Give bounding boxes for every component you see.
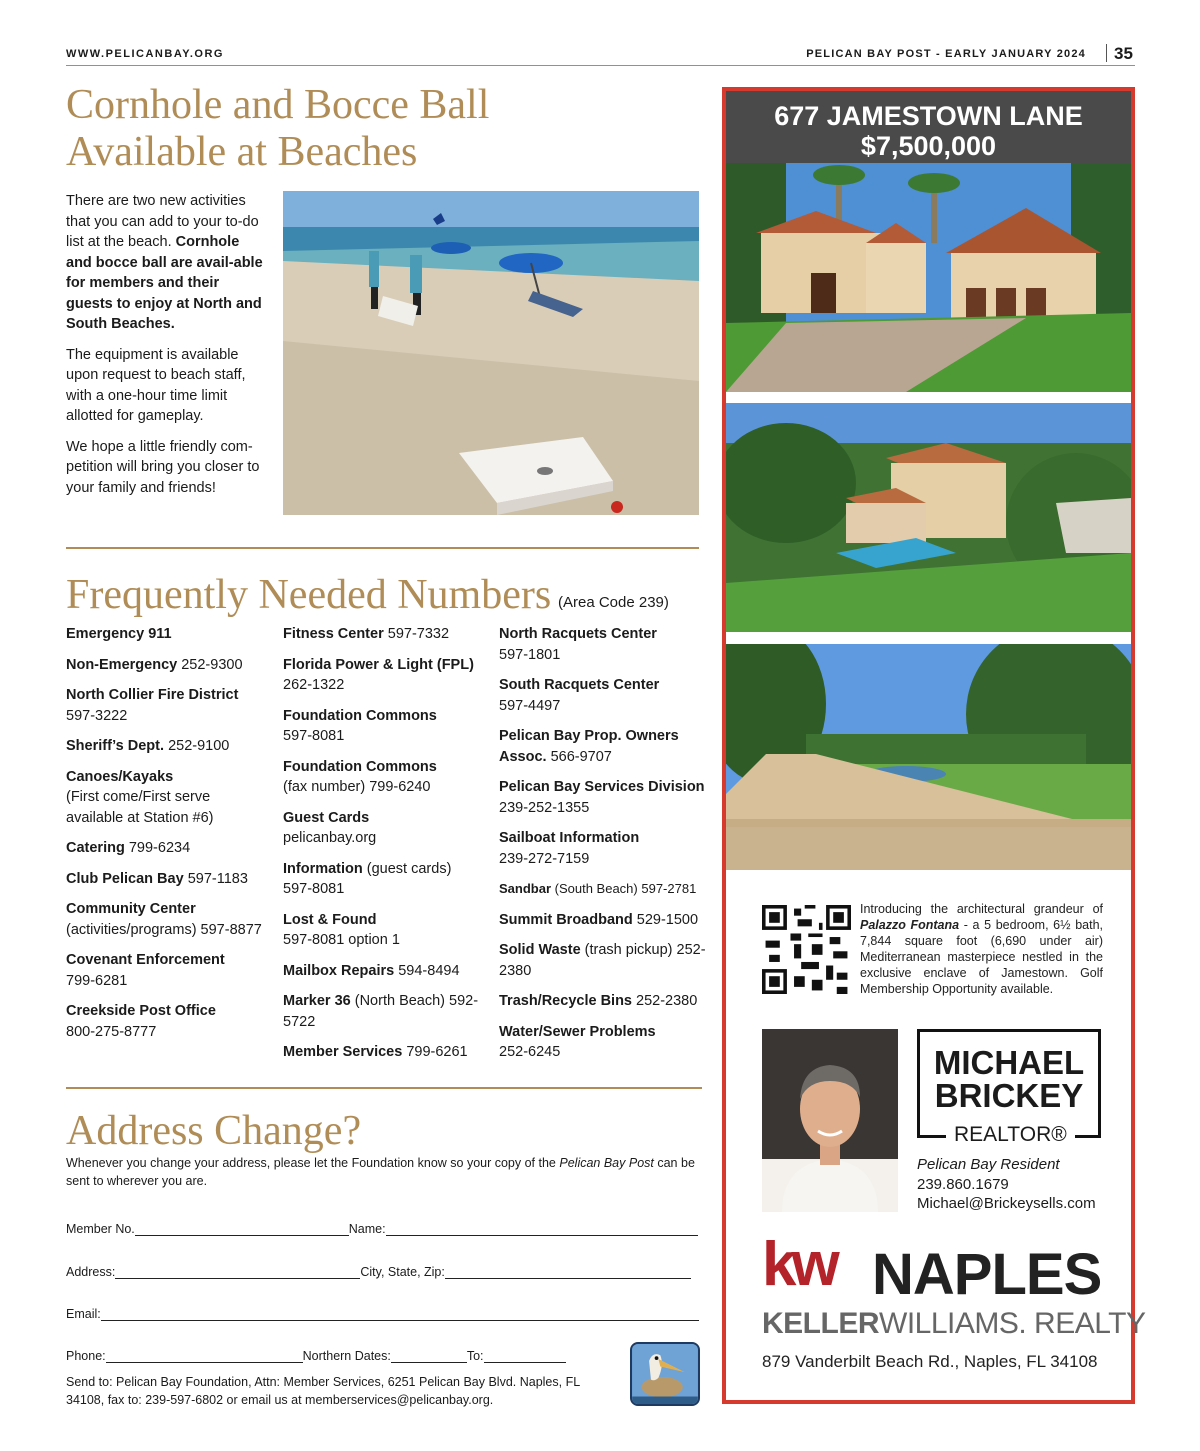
number-entry: Fitness Center 597-7332 (283, 626, 450, 642)
member-no-field[interactable] (135, 1224, 349, 1236)
number-entry: North Collier Fire District 597-3222 (66, 687, 239, 724)
number-entry: Non-Emergency 252-9300 (66, 656, 243, 673)
member-no-label: Member No. (66, 1222, 135, 1236)
publication-issue: PELICAN BAY POST - EARLY JANUARY 2024 (806, 48, 1086, 60)
number-entry: Pelican Bay Services Division 239-252-1355 (499, 779, 705, 816)
brand-city: NAPLES (872, 1242, 1102, 1307)
header-separator (1106, 44, 1107, 62)
to-label: To: (466, 1349, 484, 1363)
page-number: 35 (1114, 44, 1133, 63)
number-entry: Mailbox Repairs 594-8494 (283, 962, 460, 979)
number-entry: Information (guest cards) 597-8081 (283, 860, 452, 897)
numbers-column-1 (66, 624, 266, 1052)
phone-label: Phone: (66, 1349, 106, 1363)
pelican-icon (632, 1344, 698, 1404)
listing-banner (726, 91, 1131, 167)
number-entry: Creekside Post Office 800-275-8777 (66, 1003, 216, 1040)
number-entry: Member Services 799-6261 (283, 1044, 468, 1060)
pelican-logo (630, 1342, 700, 1406)
number-entry: Catering 799-6234 (66, 840, 191, 856)
beach-p1-plain: There are two new activities that you can add to your to-do list at the beach. (66, 193, 259, 250)
beach-paragraph-3: We hope a little friendly com-petition will bring you closer to your family and friends! (66, 438, 260, 496)
city-state-zip-field[interactable] (445, 1267, 691, 1279)
address-change-title: Address Change? (66, 1108, 362, 1154)
beach-paragraph-1 (66, 191, 266, 335)
number-entry: Pelican Bay Prop. Owners Assoc. 566-9707 (499, 728, 679, 765)
agent-phone[interactable]: 239.860.1679 (917, 1175, 1009, 1193)
form-row-address (66, 1265, 691, 1279)
kw-logo: kw (762, 1230, 835, 1299)
beach-paragraph-2: The equipment is available upon request to beach staff, with a one-hour time limit allotted for gameplay. (66, 346, 246, 424)
beach-article-headline (66, 82, 666, 176)
name-label: Name: (348, 1222, 386, 1236)
agent-photo (762, 1029, 898, 1212)
section-divider-1 (66, 547, 699, 549)
number-entry: Summit Broadband 529-1500 (499, 911, 699, 928)
number-entry: North Racquets Center 597-1801 (499, 626, 657, 663)
number-entry: Trash/Recycle Bins 252-2380 (499, 993, 698, 1009)
number-entry: Emergency 911 (66, 626, 172, 642)
northern-dates-label: Northern Dates: (302, 1349, 391, 1363)
numbers-title: Frequently Needed Numbers (66, 572, 552, 618)
address-change-description: Whenever you change your address, please let the Foundation know so your copy of the Pelican Bay Post can be sent to wherever you are. (66, 1156, 695, 1188)
phone-field[interactable] (106, 1351, 303, 1363)
number-entry: Water/Sewer Problems 252-6245 (499, 1023, 656, 1060)
headline-line-2: Available at Beaches (66, 129, 418, 175)
number-entry: Florida Power & Light (FPL) 262-1322 (283, 656, 474, 693)
qr-code[interactable] (762, 905, 851, 994)
number-entry: Solid Waste (trash pickup) 252-2380 (499, 942, 706, 979)
number-entry: Club Pelican Bay 597-1183 (66, 870, 248, 887)
golf-course-view-photo (726, 644, 1131, 870)
number-entry: South Racquets Center 597-4497 (499, 677, 660, 714)
agent-email[interactable]: Michael@Brickeysells.com (917, 1195, 1096, 1212)
number-entry: Marker 36 (North Beach) 592-5722 (283, 993, 479, 1030)
office-address: 879 Vanderbilt Beach Rd., Naples, FL 34108 (762, 1352, 1098, 1371)
number-entry: Sheriff’s Dept. 252-9100 (66, 738, 230, 754)
city-state-zip-label: City, State, Zip: (360, 1265, 445, 1279)
northern-dates-field[interactable] (391, 1351, 467, 1363)
form-row-phone (66, 1349, 566, 1363)
number-entry: Sandbar (South Beach) 597-2781 (499, 881, 697, 896)
section-divider-2 (66, 1087, 702, 1089)
agent-resident: Pelican Bay Resident (917, 1156, 1060, 1173)
send-to-instructions: Send to: Pelican Bay Foundation, Attn: Member Services, 6251 Pelican Bay Blvd. Naples, FL 34108, fax to: 239-597-6802 or email us at memberservices@pelicanbay.org. (66, 1375, 580, 1407)
listing-price: $7,500,000 (860, 131, 997, 161)
agent-name-box (917, 1029, 1101, 1138)
website-url: WWW.PELICANBAY.ORG (66, 48, 224, 60)
listing-address: 677 JAMESTOWN LANE (774, 101, 1083, 131)
name-field[interactable] (386, 1224, 698, 1236)
number-entry: Guest Cards pelicanbay.org (283, 809, 377, 846)
number-entry: Foundation Commons 597-8081 (283, 707, 437, 744)
listing-description: Introducing the architectural grandeur of Palazzo Fontana - a 5 bedroom, 6½ bath, 7,844 square foot (6,690 under air) Mediterranean masterpiece nestled in the exclusive enclave of Jamestown. Golf Membership Opportunity available. (860, 902, 1103, 996)
to-date-field[interactable] (484, 1351, 566, 1363)
email-field[interactable] (101, 1309, 699, 1321)
house-front-photo (726, 163, 1131, 392)
address-label: Address: (66, 1265, 116, 1279)
number-entry: Foundation Commons (fax number) 799-6240 (283, 758, 437, 795)
number-entry: Covenant Enforcement 799-6281 (66, 952, 225, 989)
address-field[interactable] (115, 1267, 360, 1279)
agent-title: REALTOR® (946, 1123, 1075, 1147)
brokerage-name: KELLERWILLIAMS. REALTY (762, 1307, 1146, 1340)
numbers-column-3 (499, 624, 709, 1073)
form-row-member (66, 1222, 698, 1236)
headline-line-1: Cornhole and Bocce Ball (66, 82, 490, 128)
agent-first-name: MICHAEL (933, 1044, 1085, 1081)
form-row-email (66, 1307, 699, 1321)
number-entry: Canoes/Kayaks (First come/First serve available at Station #6) (66, 768, 214, 826)
header-rule (66, 65, 1135, 66)
beach-article-body (66, 191, 266, 508)
number-entry: Sailboat Information 239-272-7159 (499, 830, 640, 867)
number-entry: Community Center (activities/programs) 597-8877 (66, 901, 262, 938)
area-code-note: (Area Code 239) (558, 594, 669, 611)
house-aerial-photo (726, 403, 1131, 632)
agent-last-name: BRICKEY (934, 1077, 1084, 1114)
beach-p1-bold: Cornhole and bocce ball are avail-able for members and their guests to enjoy at North and South Beaches. (66, 234, 263, 332)
number-entry: Lost & Found 597-8081 option 1 (283, 911, 400, 948)
numbers-column-2 (283, 624, 483, 1073)
agent-contact (917, 1155, 1096, 1214)
email-label: Email: (66, 1307, 101, 1321)
beach-cornhole-photo (283, 191, 699, 515)
